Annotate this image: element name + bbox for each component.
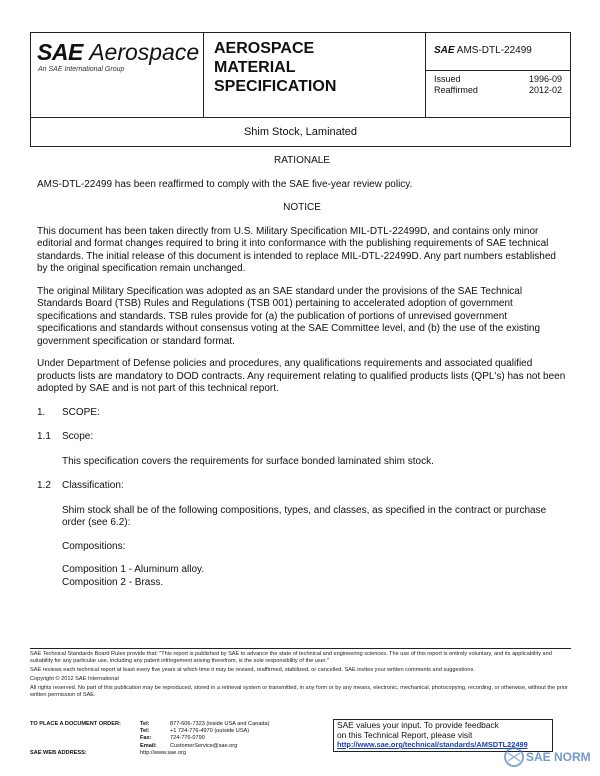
section-1-heading: 1. SCOPE:: [37, 406, 100, 418]
footer-disclaimer: SAE Technical Standards Board Rules provide that: "This report is published by SAE to advance the state of technical and engineering sciences. The use of this report is entirely voluntary, and its applicability and suitability for any particular use, including any patent infringement arising therefrom, is the sole responsibility of the user.": [30, 651, 552, 664]
footer-copyright: Copyright © 2012 SAE International: [30, 676, 119, 682]
issued-date: 1996-09: [528, 74, 562, 84]
spec-title-cell: [203, 33, 425, 117]
reaffirmed-date: 2012-02: [528, 85, 562, 95]
logo-subtitle: An SAE International Group: [38, 66, 125, 73]
website-link[interactable]: http://www.sae.org: [140, 749, 187, 756]
compositions-heading: Compositions:: [62, 540, 126, 552]
sae-aerospace-logo: SAE Aerospace: [37, 39, 200, 65]
spec-title: AEROSPACE MATERIAL SPECIFICATION: [214, 40, 337, 95]
composition-1: Composition 1 - Aluminum alloy.: [62, 564, 205, 575]
feedback-box: SAE values your input. To provide feedback on this Technical Report, please visit http://www.sae.org/technical/standards/AMSDTL22499: [333, 719, 553, 752]
order-contact: TO PLACE A DOCUMENT ORDER: Tel: 877-606-7323 (inside USA and Canada) Tel: +1 724-776-4970 (outside USA) Fax: 724-776-0790 Email: CustomerService@sae.org SAE WEB ADDRESS: http://www.sae.org: [30, 721, 270, 756]
notice-heading: NOTICE: [283, 202, 321, 213]
header-box: [30, 32, 571, 118]
section-1-2-heading: 1.2 Classification:: [37, 480, 124, 491]
feedback-link[interactable]: http://www.sae.org/technical/standards/AMSDTL22499: [337, 740, 528, 749]
watermark-logo: [504, 744, 598, 770]
legal-footer: [30, 648, 571, 699]
divider: [426, 70, 570, 71]
composition-2: Composition 2 - Brass.: [62, 576, 164, 588]
watermark-text: SAE NORM: [526, 750, 591, 764]
document-body: [37, 155, 567, 589]
doc-number: SAE AMS-DTL-22499: [434, 45, 532, 56]
doc-title: Shim Stock, Laminated: [30, 118, 571, 147]
footer-review-note: SAE reviews each technical report at least every five years at which time it may be revised, reaffirmed, stabilized, or cancelled. SAE invites your written comments and suggestions.: [30, 667, 475, 673]
watermark-mark-icon: [508, 753, 520, 761]
email-link[interactable]: CustomerService@sae.org: [170, 742, 238, 749]
rationale-text: AMS-DTL-22499 has been reaffirmed to comply with the SAE five-year review policy.: [37, 178, 413, 190]
notice-paragraph-3: Under Department of Defense policies and procedures, any qualifications requirements and associated qualified products lists are mandatory to DOD contracts. Any requirement relating to qualified products lists (QPL's) has not been adopted by SAE and is not part of this technical report.: [37, 358, 566, 394]
notice-paragraph-1: This document has been taken directly from U.S. Military Specification MIL-DTL-22499D, and contains only minor editorial and format changes required to bring it into conformance with the publishing requirements of SAE technical standards. The initial release of this document is intended to replace MIL-DTL-22499D. Any part numbers established by the original specification remain unchanged.: [37, 225, 556, 274]
section-1-2-text: Shim stock shall be of the following compositions, types, and classes, as specified in the contract or purchase order (see 6.2):: [62, 504, 547, 528]
section-1-1-text: This specification covers the requirements for surface bonded laminated shim stock.: [62, 455, 434, 467]
footer-rights: All rights reserved. No part of this publication may be reproduced, stored in a retrieval system or transmitted, in any form or by any means, electronic, mechanical, photocopying, recording, or otherwise, without the prior written permission of SAE.: [30, 685, 568, 698]
section-1-1-heading: 1.1 Scope:: [37, 431, 94, 442]
doc-number-cell: [425, 33, 570, 117]
rationale-heading: RATIONALE: [274, 155, 330, 166]
dates: Issued 1996-09 Reaffirmed 2012-02: [434, 74, 562, 95]
logo-cell: [31, 33, 203, 117]
notice-paragraph-2: The original Military Specification was adopted as an SAE standard under the provisions of the SAE Technical Standards Board (TSB) Rules and Regulations (TSB 001) pertaining to accelerated adoption of government specifications and standards. TSB rules provide for (a) the publication of portions of unrevised government specifications and standards without consensus voting at the SAE Committee level, and (b) the use of the existing government specification or standard format.: [37, 285, 541, 347]
